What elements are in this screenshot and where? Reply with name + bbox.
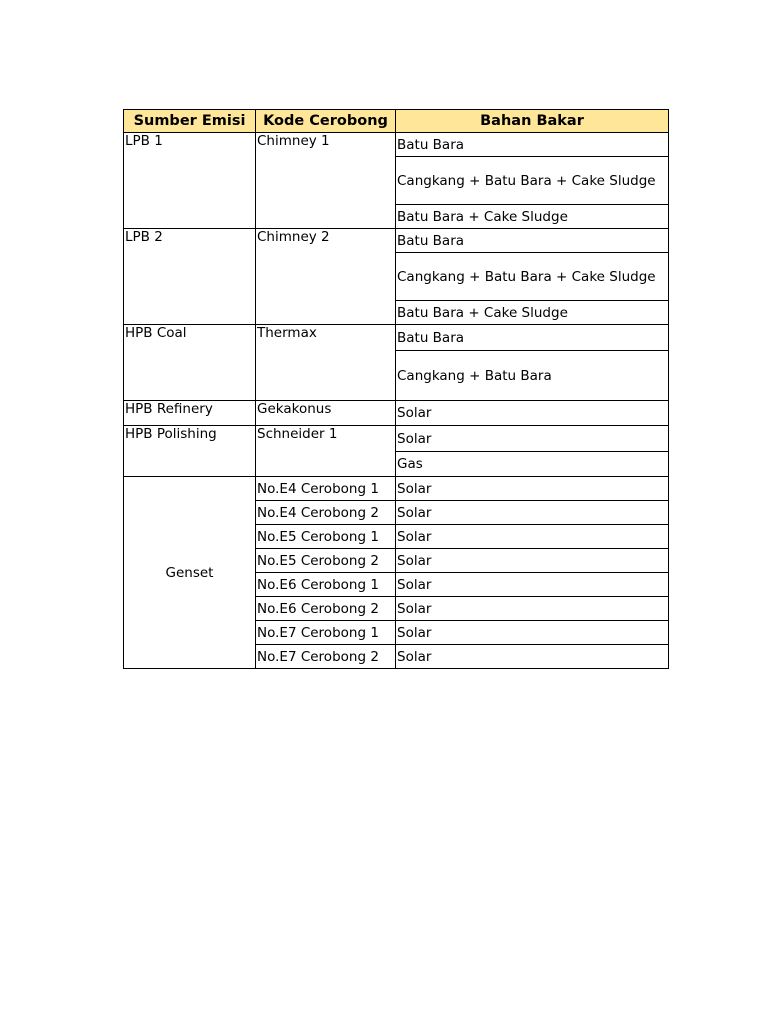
cell-kode-cerobong: Chimney 2 — [256, 229, 396, 325]
cell-bahan-bakar: Batu Bara — [396, 229, 669, 253]
cell-bahan-bakar: Solar — [396, 501, 669, 525]
cell-bahan-bakar: Batu Bara + Cake Sludge — [396, 301, 669, 325]
table-row — [124, 401, 669, 426]
table-row — [124, 477, 669, 501]
cell-kode-cerobong: No.E6 Cerobong 1 — [256, 573, 396, 597]
cell-bahan-bakar: Batu Bara — [396, 325, 669, 351]
cell-kode-cerobong: No.E6 Cerobong 2 — [256, 597, 396, 621]
cell-bahan-bakar: Solar — [396, 426, 669, 452]
table-row — [124, 426, 669, 452]
cell-kode-cerobong: No.E7 Cerobong 2 — [256, 645, 396, 669]
cell-bahan-bakar: Solar — [396, 573, 669, 597]
cell-kode-cerobong: Thermax — [256, 325, 396, 401]
header-bahan-bakar: Bahan Bakar — [396, 110, 669, 133]
cell-bahan-bakar: Batu Bara — [396, 133, 669, 157]
cell-kode-cerobong: No.E7 Cerobong 1 — [256, 621, 396, 645]
cell-bahan-bakar: Cangkang + Batu Bara + Cake Sludge — [396, 157, 669, 205]
cell-sumber-emisi: HPB Refinery — [124, 401, 256, 426]
cell-kode-cerobong: Schneider 1 — [256, 426, 396, 477]
cell-sumber-emisi: LPB 1 — [124, 133, 256, 229]
cell-kode-cerobong: No.E5 Cerobong 1 — [256, 525, 396, 549]
cell-kode-cerobong: No.E4 Cerobong 1 — [256, 477, 396, 501]
header-kode-cerobong: Kode Cerobong — [256, 110, 396, 133]
cell-bahan-bakar: Cangkang + Batu Bara + Cake Sludge — [396, 253, 669, 301]
cell-bahan-bakar: Solar — [396, 477, 669, 501]
cell-kode-cerobong: No.E4 Cerobong 2 — [256, 501, 396, 525]
cell-sumber-emisi: HPB Polishing — [124, 426, 256, 477]
cell-bahan-bakar: Solar — [396, 401, 669, 426]
cell-bahan-bakar: Solar — [396, 645, 669, 669]
cell-bahan-bakar: Cangkang + Batu Bara — [396, 351, 669, 401]
table-row — [124, 325, 669, 351]
cell-bahan-bakar: Solar — [396, 549, 669, 573]
cell-bahan-bakar: Batu Bara + Cake Sludge — [396, 205, 669, 229]
emission-source-table — [123, 109, 669, 669]
table-row — [124, 133, 669, 157]
cell-kode-cerobong: Chimney 1 — [256, 133, 396, 229]
cell-bahan-bakar: Gas — [396, 452, 669, 477]
cell-kode-cerobong: No.E5 Cerobong 2 — [256, 549, 396, 573]
cell-bahan-bakar: Solar — [396, 525, 669, 549]
cell-kode-cerobong: Gekakonus — [256, 401, 396, 426]
cell-bahan-bakar: Solar — [396, 597, 669, 621]
header-sumber-emisi: Sumber Emisi — [124, 110, 256, 133]
cell-bahan-bakar: Solar — [396, 621, 669, 645]
cell-sumber-emisi: Genset — [124, 477, 256, 669]
table-row — [124, 229, 669, 253]
cell-sumber-emisi: HPB Coal — [124, 325, 256, 401]
cell-sumber-emisi: LPB 2 — [124, 229, 256, 325]
table-header-row — [124, 110, 669, 133]
